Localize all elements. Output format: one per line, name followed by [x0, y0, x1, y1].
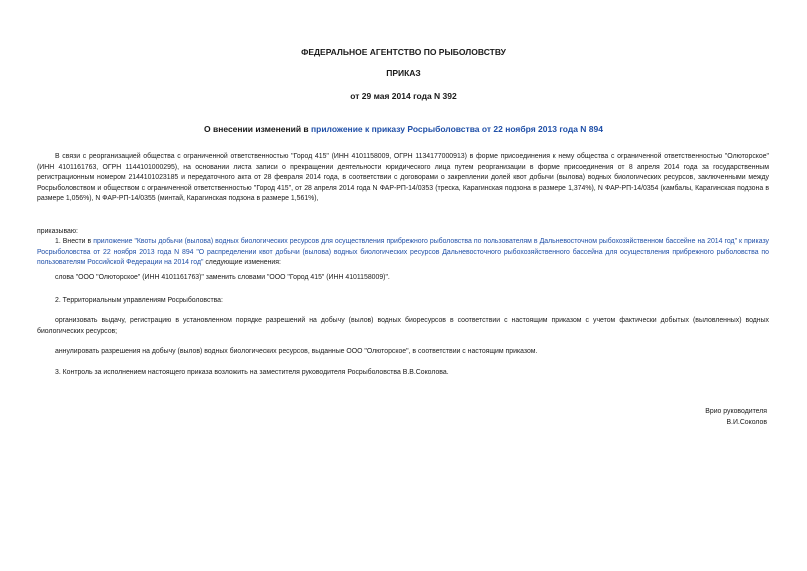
organize-paragraph: организовать выдачу, регистрацию в установленном порядке разрешений на добычу (вылов) водных биоресурсов в соответствии с настоящим приказом с учетом фактически добытых (выловленных) водных биологических ресурсов; [37, 317, 769, 335]
item-3-paragraph: 3. Контроль за исполнением настоящего приказа возложить на заместителя руководителя Росрыболовства В.В.Соколова. [55, 369, 449, 376]
annul-paragraph: аннулировать разрешения на добычу (вылов) водных биологических ресурсов, выданные ООО "Олюторское", в соответствии с настоящим приказом. [55, 348, 538, 355]
item-1-link[interactable]: приложение "Квоты добычи (вылова) водных биологических ресурсов для осуществления прибрежного рыболовства по пользователям в Дальневосточном рыбохозяйственном бассейне на 2014 год" к приказу Росрыболовства от 22 ноября 2013 года N 894 "О распределении квот добычи (вылова) водных биологических ресурсов Дальневосточного рыбохозяйственного бассейна для осуществления прибрежного рыболовства по пользователям Российской Федерации на 2014 год" [37, 238, 769, 267]
document-date-number: от 29 мая 2014 года N 392 [350, 91, 457, 101]
intro-paragraph: В связи с реорганизацией общества с ограниченной ответственностью "Город 415" (ИНН 4101158009, ОГРН 1134177000913) в форме присоединения к нему общества с ограниченной ответственностью "Олюторское" (ИНН 4101161763, ОГРН 1144101000295), на основании листа записи о прекращении деятельности юридического лица путем реорганизации в форме присоединения от 8 апреля 2014 года за государственным регистрационным номером 2144101023185 и передаточного акта от 28 февраля 2014 года, в соответствии с договорами о закреплении долей квот добычи (вылова) водных биологических ресурсов, заключенными между Росрыболовством и обществом с ограниченной ответственностью "Город 415", от 28 апреля 2014 года N ФАР-РП-14/0353 (треска, Карагинская подзона в размере 1,374%), N ФАР-РП-14/0354 (камбалы, Карагинская подзона в размере 1,056%), N ФАР-РП-14/0355 (минтай, Карагинская подзона в размере 1,561%), [37, 153, 769, 203]
agency-name: ФЕДЕРАЛЬНОЕ АГЕНТСТВО ПО РЫБОЛОВСТВУ [301, 47, 506, 57]
words-paragraph: слова "ООО "Олюторское" (ИНН 4101161763)" заменить словами "ООО "Город 415" (ИНН 4101158009)". [55, 274, 390, 281]
title-prefix: О внесении изменений в [204, 124, 311, 134]
signature-position: Врио руководителя [705, 408, 767, 415]
item-1-suffix: следующие изменения: [203, 259, 281, 267]
item-1-paragraph [37, 237, 769, 269]
document-type: ПРИКАЗ [386, 68, 421, 78]
title-link[interactable]: приложение к приказу Росрыболовства от 22 ноября 2013 года N 894 [311, 124, 603, 134]
item-2-paragraph: 2. Территориальным управлениям Росрыболовства: [55, 297, 223, 304]
item-1-prefix: 1. Внести в [55, 238, 94, 245]
ordered-paragraph: приказываю: [37, 228, 78, 235]
document-title [0, 124, 807, 134]
signature-name: В.И.Соколов [726, 419, 767, 426]
